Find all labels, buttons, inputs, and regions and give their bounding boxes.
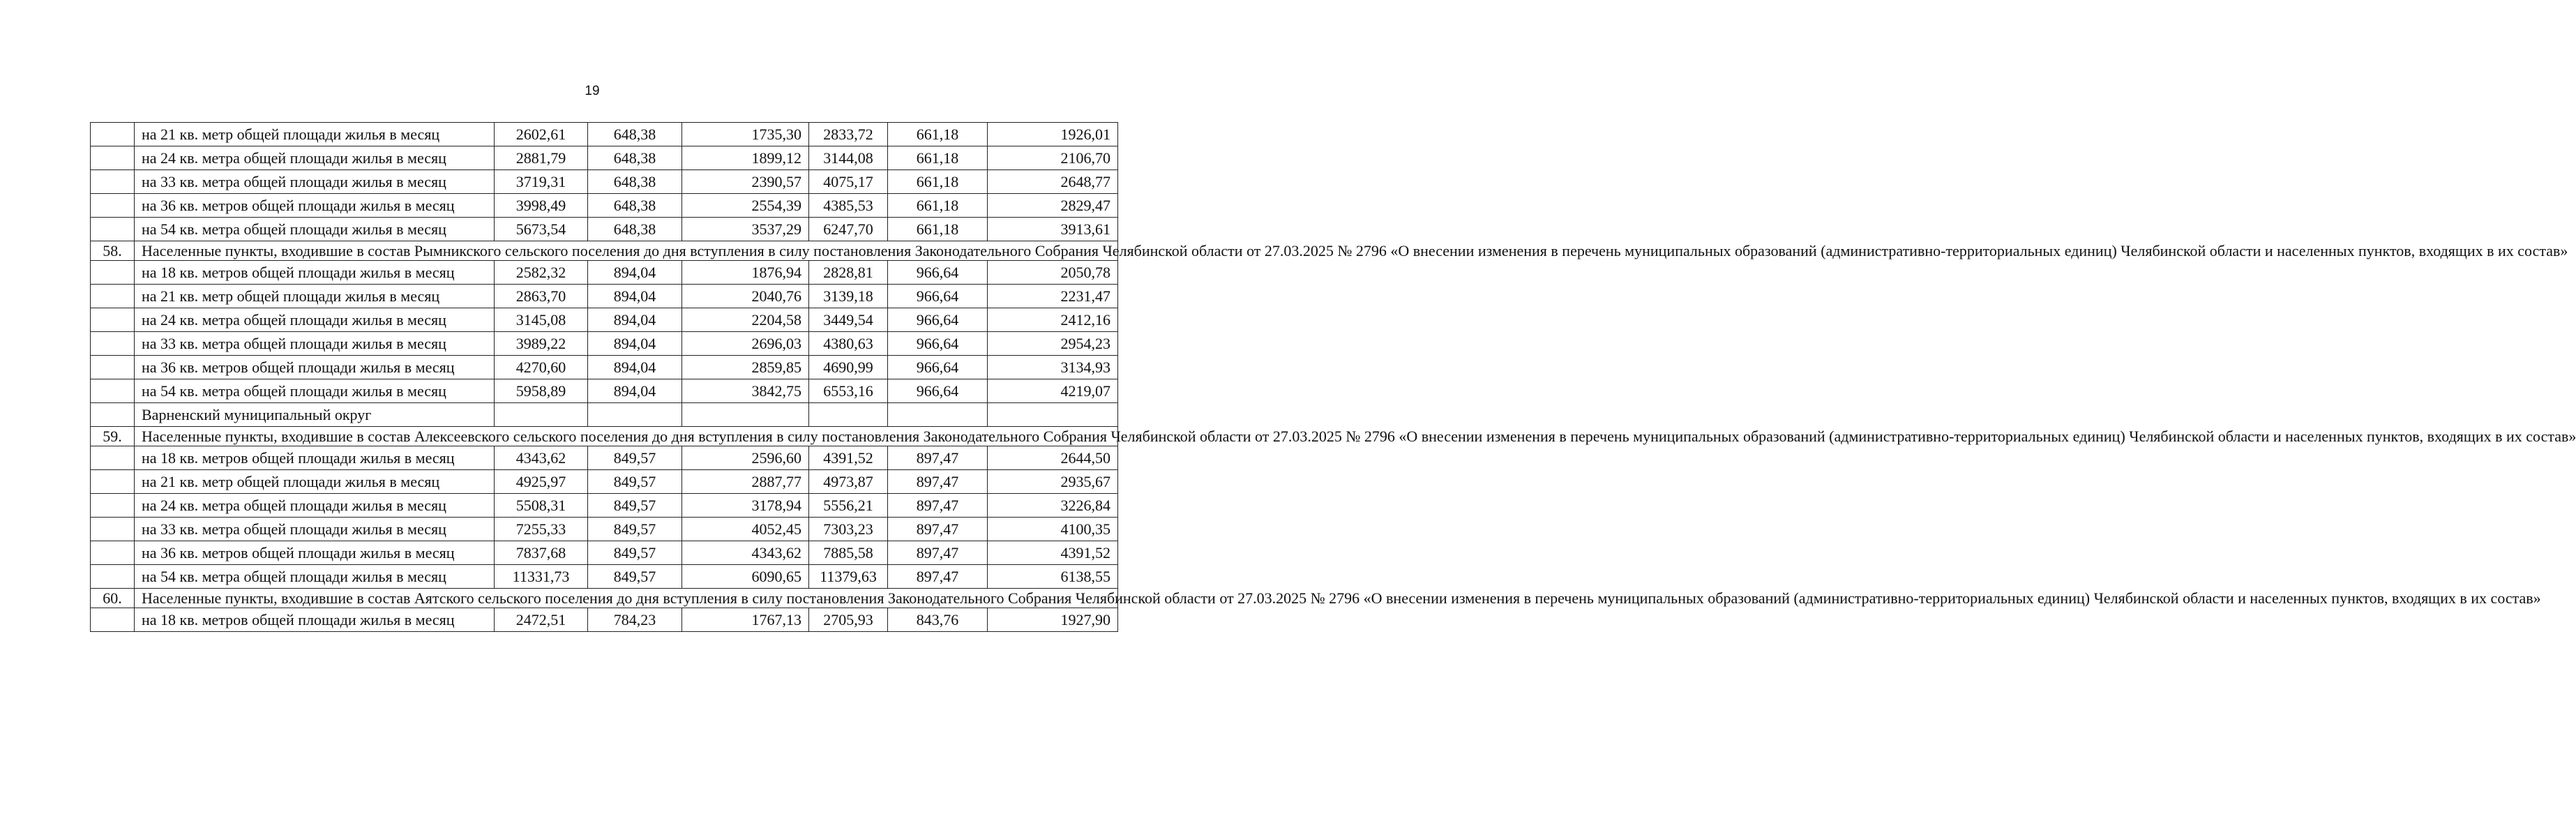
value-cell <box>809 403 888 427</box>
value-cell: 897,47 <box>888 446 988 470</box>
value-cell: 1899,12 <box>682 146 809 170</box>
row-number <box>91 285 135 308</box>
value-cell: 661,18 <box>888 194 988 218</box>
table-row <box>91 308 1118 332</box>
row-label: на 54 кв. метра общей площади жилья в месяц <box>135 379 495 403</box>
value-cell: 897,47 <box>888 518 988 541</box>
value-cell: 2859,85 <box>682 356 809 379</box>
value-cell: 3144,08 <box>809 146 888 170</box>
row-label: на 24 кв. метра общей площади жилья в месяц <box>135 494 495 518</box>
row-number <box>91 565 135 589</box>
row-number <box>91 541 135 565</box>
value-cell: 843,76 <box>888 608 988 632</box>
value-cell: 4690,99 <box>809 356 888 379</box>
row-number: 60. <box>91 589 135 608</box>
value-cell: 2472,51 <box>495 608 588 632</box>
value-cell: 849,57 <box>588 541 682 565</box>
value-cell: 2040,76 <box>682 285 809 308</box>
value-cell: 2887,77 <box>682 470 809 494</box>
value-cell: 894,04 <box>588 379 682 403</box>
section-description: Населенные пункты, входившие в состав Рымникского сельского поселения до дня вступления в силу постановления Законодательного Собрания Челябинской области от 27.03.2025 № 2796 «О внесении изменения в перечень муниципальных образований (административно-территориальных единиц) Челябинской области и населенных пунктов, входящих в их состав» <box>135 241 1118 261</box>
value-cell: 7303,23 <box>809 518 888 541</box>
value-cell: 3913,61 <box>988 218 1118 241</box>
value-cell: 2644,50 <box>988 446 1118 470</box>
row-number <box>91 194 135 218</box>
table-row <box>91 518 1118 541</box>
value-cell: 3145,08 <box>495 308 588 332</box>
row-label: на 54 кв. метра общей площади жилья в месяц <box>135 218 495 241</box>
row-label: на 33 кв. метра общей площади жилья в месяц <box>135 518 495 541</box>
value-cell: 966,64 <box>888 308 988 332</box>
value-cell: 648,38 <box>588 123 682 146</box>
table-row <box>91 194 1118 218</box>
value-cell: 648,38 <box>588 194 682 218</box>
row-label: Варненский муниципальный округ <box>135 403 495 427</box>
row-number: 58. <box>91 241 135 261</box>
row-number <box>91 308 135 332</box>
value-cell: 897,47 <box>888 470 988 494</box>
value-cell: 2596,60 <box>682 446 809 470</box>
row-number <box>91 146 135 170</box>
value-cell: 1735,30 <box>682 123 809 146</box>
page-number: 19 <box>585 84 600 98</box>
table-row <box>91 494 1118 518</box>
row-label: на 21 кв. метр общей площади жилья в месяц <box>135 285 495 308</box>
value-cell: 5673,54 <box>495 218 588 241</box>
value-cell: 7255,33 <box>495 518 588 541</box>
value-cell: 2390,57 <box>682 170 809 194</box>
value-cell: 897,47 <box>888 565 988 589</box>
value-cell: 5958,89 <box>495 379 588 403</box>
value-cell: 849,57 <box>588 446 682 470</box>
value-cell: 2106,70 <box>988 146 1118 170</box>
value-cell: 1926,01 <box>988 123 1118 146</box>
value-cell: 2935,67 <box>988 470 1118 494</box>
value-cell: 648,38 <box>588 146 682 170</box>
row-number <box>91 379 135 403</box>
value-cell: 966,64 <box>888 356 988 379</box>
value-cell: 661,18 <box>888 170 988 194</box>
row-number <box>91 356 135 379</box>
row-number: 59. <box>91 427 135 446</box>
table-row <box>91 541 1118 565</box>
value-cell: 894,04 <box>588 332 682 356</box>
value-cell: 3537,29 <box>682 218 809 241</box>
value-cell: 1767,13 <box>682 608 809 632</box>
value-cell: 2705,93 <box>809 608 888 632</box>
row-number <box>91 470 135 494</box>
value-cell <box>988 403 1118 427</box>
tariff-table <box>90 122 2576 632</box>
value-cell: 6138,55 <box>988 565 1118 589</box>
table-row <box>91 146 1118 170</box>
value-cell: 2881,79 <box>495 146 588 170</box>
section-row <box>91 427 1118 446</box>
value-cell: 897,47 <box>888 494 988 518</box>
table-body <box>91 123 2576 632</box>
value-cell: 966,64 <box>888 332 988 356</box>
table-row <box>91 379 1118 403</box>
value-cell: 4075,17 <box>809 170 888 194</box>
value-cell: 1876,94 <box>682 261 809 285</box>
value-cell: 3989,22 <box>495 332 588 356</box>
row-number <box>91 261 135 285</box>
value-cell: 5508,31 <box>495 494 588 518</box>
value-cell: 648,38 <box>588 218 682 241</box>
row-label: на 18 кв. метров общей площади жилья в месяц <box>135 608 495 632</box>
value-cell: 2863,70 <box>495 285 588 308</box>
value-cell: 2582,32 <box>495 261 588 285</box>
row-label: на 36 кв. метров общей площади жилья в месяц <box>135 356 495 379</box>
row-label: на 33 кв. метра общей площади жилья в месяц <box>135 170 495 194</box>
row-label: на 21 кв. метр общей площади жилья в месяц <box>135 470 495 494</box>
value-cell: 784,23 <box>588 608 682 632</box>
table-row <box>91 470 1118 494</box>
table-row <box>91 170 1118 194</box>
value-cell: 7837,68 <box>495 541 588 565</box>
table-row <box>91 123 1118 146</box>
value-cell: 11379,63 <box>809 565 888 589</box>
row-number <box>91 218 135 241</box>
value-cell: 4385,53 <box>809 194 888 218</box>
value-cell: 648,38 <box>588 170 682 194</box>
value-cell: 4925,97 <box>495 470 588 494</box>
section-row <box>91 589 1118 608</box>
value-cell: 3998,49 <box>495 194 588 218</box>
value-cell: 2050,78 <box>988 261 1118 285</box>
value-cell <box>682 403 809 427</box>
row-label: на 33 кв. метра общей площади жилья в месяц <box>135 332 495 356</box>
row-number <box>91 518 135 541</box>
value-cell: 2554,39 <box>682 194 809 218</box>
value-cell: 5556,21 <box>809 494 888 518</box>
row-number <box>91 403 135 427</box>
value-cell: 4380,63 <box>809 332 888 356</box>
row-label: на 36 кв. метров общей площади жилья в месяц <box>135 541 495 565</box>
table-row <box>91 218 1118 241</box>
value-cell: 2648,77 <box>988 170 1118 194</box>
value-cell: 4391,52 <box>809 446 888 470</box>
value-cell: 4100,35 <box>988 518 1118 541</box>
value-cell: 894,04 <box>588 261 682 285</box>
row-label: на 24 кв. метра общей площади жилья в месяц <box>135 308 495 332</box>
value-cell: 3842,75 <box>682 379 809 403</box>
value-cell: 966,64 <box>888 379 988 403</box>
row-label: на 36 кв. метров общей площади жилья в месяц <box>135 194 495 218</box>
value-cell: 849,57 <box>588 565 682 589</box>
value-cell: 7885,58 <box>809 541 888 565</box>
value-cell <box>588 403 682 427</box>
value-cell: 966,64 <box>888 261 988 285</box>
row-number <box>91 170 135 194</box>
value-cell: 849,57 <box>588 494 682 518</box>
row-label: на 21 кв. метр общей площади жилья в месяц <box>135 123 495 146</box>
value-cell: 11331,73 <box>495 565 588 589</box>
table-row <box>91 565 1118 589</box>
value-cell: 4052,45 <box>682 518 809 541</box>
value-cell: 2412,16 <box>988 308 1118 332</box>
value-cell: 4219,07 <box>988 379 1118 403</box>
value-cell: 4270,60 <box>495 356 588 379</box>
value-cell <box>495 403 588 427</box>
row-number <box>91 123 135 146</box>
value-cell: 2828,81 <box>809 261 888 285</box>
row-number <box>91 494 135 518</box>
value-cell: 2696,03 <box>682 332 809 356</box>
value-cell: 661,18 <box>888 146 988 170</box>
value-cell: 4391,52 <box>988 541 1118 565</box>
value-cell: 4973,87 <box>809 470 888 494</box>
value-cell: 1927,90 <box>988 608 1118 632</box>
value-cell: 6247,70 <box>809 218 888 241</box>
value-cell: 661,18 <box>888 218 988 241</box>
value-cell: 894,04 <box>588 308 682 332</box>
table-row <box>91 285 1118 308</box>
value-cell: 2602,61 <box>495 123 588 146</box>
row-number <box>91 332 135 356</box>
value-cell: 2829,47 <box>988 194 1118 218</box>
table-row <box>91 332 1118 356</box>
value-cell: 4343,62 <box>495 446 588 470</box>
row-label: на 24 кв. метра общей площади жилья в месяц <box>135 146 495 170</box>
value-cell: 661,18 <box>888 123 988 146</box>
value-cell: 2954,23 <box>988 332 1118 356</box>
table-row <box>91 356 1118 379</box>
value-cell: 2833,72 <box>809 123 888 146</box>
section-description: Населенные пункты, входившие в состав Алексеевского сельского поселения до дня вступления в силу постановления Законодательного Собрания Челябинской области от 27.03.2025 № 2796 «О внесении изменения в перечень муниципальных образований (административно-территориальных единиц) Челябинской области и населенных пунктов, входящих в их состав» <box>135 427 1118 446</box>
row-number <box>91 608 135 632</box>
value-cell: 3719,31 <box>495 170 588 194</box>
table-row <box>91 403 1118 427</box>
row-label: на 54 кв. метра общей площади жилья в месяц <box>135 565 495 589</box>
table-row <box>91 608 1118 632</box>
value-cell: 6090,65 <box>682 565 809 589</box>
value-cell <box>888 403 988 427</box>
value-cell: 2204,58 <box>682 308 809 332</box>
value-cell: 3139,18 <box>809 285 888 308</box>
table-row <box>91 446 1118 470</box>
value-cell: 849,57 <box>588 470 682 494</box>
value-cell: 897,47 <box>888 541 988 565</box>
row-label: на 18 кв. метров общей площади жилья в месяц <box>135 446 495 470</box>
value-cell: 3449,54 <box>809 308 888 332</box>
value-cell: 894,04 <box>588 356 682 379</box>
value-cell: 6553,16 <box>809 379 888 403</box>
value-cell: 4343,62 <box>682 541 809 565</box>
value-cell: 3134,93 <box>988 356 1118 379</box>
value-cell: 894,04 <box>588 285 682 308</box>
row-number <box>91 446 135 470</box>
row-label: на 18 кв. метров общей площади жилья в месяц <box>135 261 495 285</box>
value-cell: 3178,94 <box>682 494 809 518</box>
value-cell: 966,64 <box>888 285 988 308</box>
section-description: Населенные пункты, входившие в состав Аятского сельского поселения до дня вступления в силу постановления Законодательного Собрания Челябинской области от 27.03.2025 № 2796 «О внесении изменения в перечень муниципальных образований (административно-территориальных единиц) Челябинской области и населенных пунктов, входящих в их состав» <box>135 589 1118 608</box>
table-row <box>91 261 1118 285</box>
section-row <box>91 241 1118 261</box>
value-cell: 2231,47 <box>988 285 1118 308</box>
value-cell: 3226,84 <box>988 494 1118 518</box>
value-cell: 849,57 <box>588 518 682 541</box>
